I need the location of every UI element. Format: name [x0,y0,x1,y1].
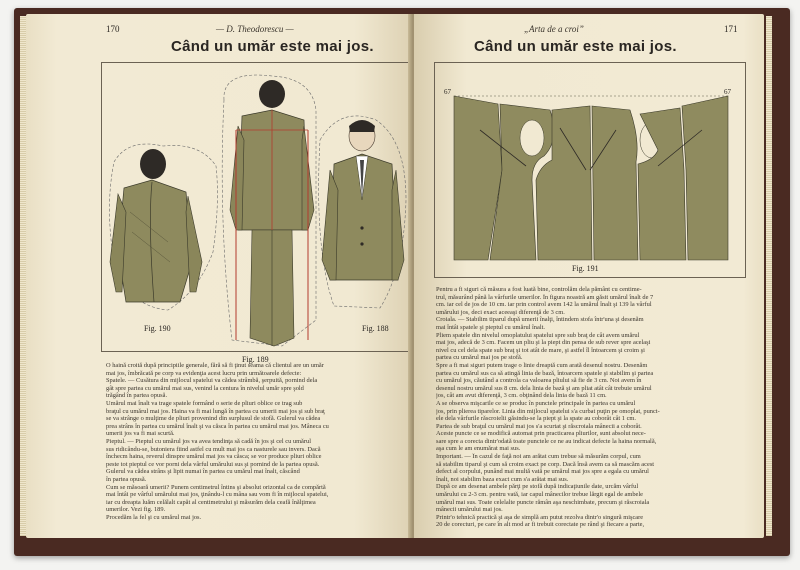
figure-190-label: Fig. 190 [144,324,171,333]
text-line: cm. iar cel de jos de 10 cm. iar prin control avem 142 la umărul înalt şi 139 la vârful [436,301,652,309]
figure-back-view [108,142,218,312]
text-line: partea cu umărul sus ca să atingă linia de bază, întoarcem spatele şi stabilim şi partea [436,369,654,377]
text-line: înalt, noi stabilim baza exact cum s'a arătat mai sus. [436,475,569,483]
text-line: Cum se măsoară umerii? Punem centimetrul întins şi absolut orizontal ca de compărtă [106,483,326,491]
figure-measurement-view [212,70,322,350]
text-line: jos, cât am avut diferenţă, 3 cm. obţinând dela linia de bază 11 cm. [436,392,607,400]
text-line: jos, prin plierea tiparelor. Linia din mijlocul spatelui s'a curbat puţin pe omoplat, punct- [436,407,660,415]
text-line: Spatele. — Cusătura din mijlocul spatelui va cădea strâmbă, şerpuită, pornind dela [106,377,318,385]
text-line: Pentru a fi siguri că măsura a fost luată bine, controlăm dela pământ cu centime- [436,286,642,293]
pattern-mark-left: 67 [444,88,451,96]
text-line: Printr'o tehnică practică şi aşa de simplă am putut rezolva dintr'o singură mişcare [436,513,644,521]
text-line: Pliem spatele din nivelul omoplatului spatelui spre sub braţ de cât avem umărul [436,331,640,339]
figure-188-label: Fig. 188 [362,324,389,333]
text-line: Aceste puncte ce se modifică automat prin practicarea pliurilor, sunt absolut nece- [436,430,646,438]
text-line: mai întâi pe vârful umărului mai jos, ţinându-l cu mâna sau vom fi în mijlocul spatelui, [106,491,329,499]
text-line: 20 de corecturi, pe care în alt mod ar fi trebuit corectate pe rând şi fiecare a parte, [436,521,645,529]
page-edges-right [766,16,772,536]
text-line: trăgând în partea opusă. [106,392,168,400]
text-line: Croiala. — Stabilim tiparul după umerii înalţi, întindem stofa într'una şi desenăm [436,316,644,324]
figure-189-label: Fig. 189 [242,355,269,364]
left-page-title: Când un umăr este mai jos. [171,38,374,55]
text-line: umerii jos va fi mai scurtă. [106,430,175,438]
text-line: Umărul mai înalt va trage spatele formând o serie de pliuri oblice ce trag sub [106,399,303,407]
pattern-mark-right: 67 [724,88,731,96]
text-line: Pieptul. — Pieptul cu umărul jos va avea tendinţa să cadă în jos şi cel cu umărul [106,437,311,445]
left-page-number: 170 [106,24,120,34]
text-line: mai jos, adecă de 3 cm. Facem un pliu şi la piept din pensa de sub rever spre acelaşi [436,339,651,347]
figure-front-view [310,110,410,310]
text-line: braţul cu umărul mai jos. Haina va fi mai lungă în partea cu umerii mai jos şi sub braţ [106,407,325,415]
figure-191-label: Fig. 191 [572,264,599,273]
text-line: aşa cum le am enumărat mai sus. [436,445,521,453]
text-line: partea cu umărul mai jos pe stofă. [436,354,523,362]
right-page-title: Când un umăr este mai jos. [474,38,677,55]
text-line: în partea opusă. [106,475,147,483]
text-line: se va strânge o mulţime de pliuri provenind din surplusul de stofă. Gulerul va cădea [106,415,321,423]
text-line: umărului cu 2-3 cm. pentru vată, iar capul mânecilor trebue lărgit egal de ambele [436,491,643,499]
text-line: sare spre a corecta dintr'odată toate punctele ce ne au indicat defecte la haina normală, [436,437,657,445]
text-line: După ce am desenat ambele părţi pe stofă după indicaţiunile date, urcăm vârful [436,483,639,491]
text-line: Spre a fi mai siguri putem trage o linie dreaptă cum arată desenul nostru. Desenăm [436,361,648,369]
text-line: umărului jos, deci exact aceeaşi diferenţă de 3 cm. [436,308,565,316]
left-page [26,14,412,538]
left-body-text [106,362,406,521]
text-line: gât spre partea cu umărul mai sus, venind la centura în nivelul umăr spre şold [106,384,304,392]
text-line: ele dela vârfurile răscroielii găsindu-se la piept şi la spate au coborât cât 1 cm. [436,415,636,423]
text-line: să stabilim tiparul şi cum să croim exact pe corp. Dacă însă avem ca să mascăm acest [436,460,655,468]
text-line: iar cu dreapta luăm celălalt capăt al centimetrului şi măsurăm dela ceafă înălţimea [106,498,316,506]
pattern-diagram [440,70,740,270]
text-line: O haină croită după principiile generale, fără să fi ţinut seama că clientul are un umăr [106,362,324,369]
text-line: închecm haina, reverul dinspre umărul mai jos va căsca; se vor produce pliuri oblice [106,453,322,461]
text-line: prea strâns în partea cu umărul înalt şi va căsca în partea cu umărul mai jos. Mâneca cu [106,422,329,430]
text-line: mai întâi spatele şi pieptul cu umărul înalt. [436,323,545,331]
text-line: mânecii umărului mai jos. [436,506,503,514]
text-line: cu umărul jos, căutând a controla ca valoarea pliului să fie de 3 cm. Noi avem în [436,377,642,385]
text-line: umărul mai sus. Toate celelalte puncte rămân aşa neschimbate, precum şi răscroiala [436,498,650,506]
text-line: A se observa mişcarile ce se produc în punctele principale în partea cu umărul [436,399,636,407]
text-line: mai jos, îmbrăcată pe corp va evidenţia acest lucru prin următoarele defecte: [106,369,302,377]
text-line: trul, măsurând până la vârfurile umerilor. În figura noastră am găsit umărul înalt de 7 [436,293,654,301]
text-line: desenul nostru umărul sus 8 cm. dela linia de bază şi am pliat atât cât trebuie umărul [436,384,652,392]
text-line: umerilor. Vezi fig. 189. [106,506,166,514]
text-line: Gulerul va cădea strâns şi lipit numai în partea cu umărul mai înalt, căscând [106,468,300,476]
right-running-head: „Arta de a croi” [524,24,584,34]
text-line: nivel cu cel dela spate sub braţ şi tot atât de mare, şi astfel îl întoarcem şi croim şi [436,346,645,354]
text-line: defect al corpului, punând mai multă vată pe umărul mai jos spre a egala cu umărul [436,468,649,476]
text-line: peste tot pieptul ce vor porni dela vârful umărului sus şi pornind de la partea opusă. [106,460,320,468]
text-line: sus ridicându-se, butoniera fiind astfel cu mult mai jos ca nasturele sau invers. Dacă [106,445,321,453]
text-line: Procedăm la fel şi cu umărul mai jos. [106,513,202,521]
right-page-number: 171 [724,24,738,34]
text-line: Important. — În cazul de faţă noi am arătat cum trebue să măsurăm corpul, cum [436,453,641,461]
text-line: Partea de sub braţul cu umărul mai jos s'a scurtat şi răscroiala mânecii a coborât. [436,422,642,430]
right-page [414,14,764,538]
right-body-text [436,286,748,529]
left-running-head: — D. Theodorescu — [216,24,294,34]
